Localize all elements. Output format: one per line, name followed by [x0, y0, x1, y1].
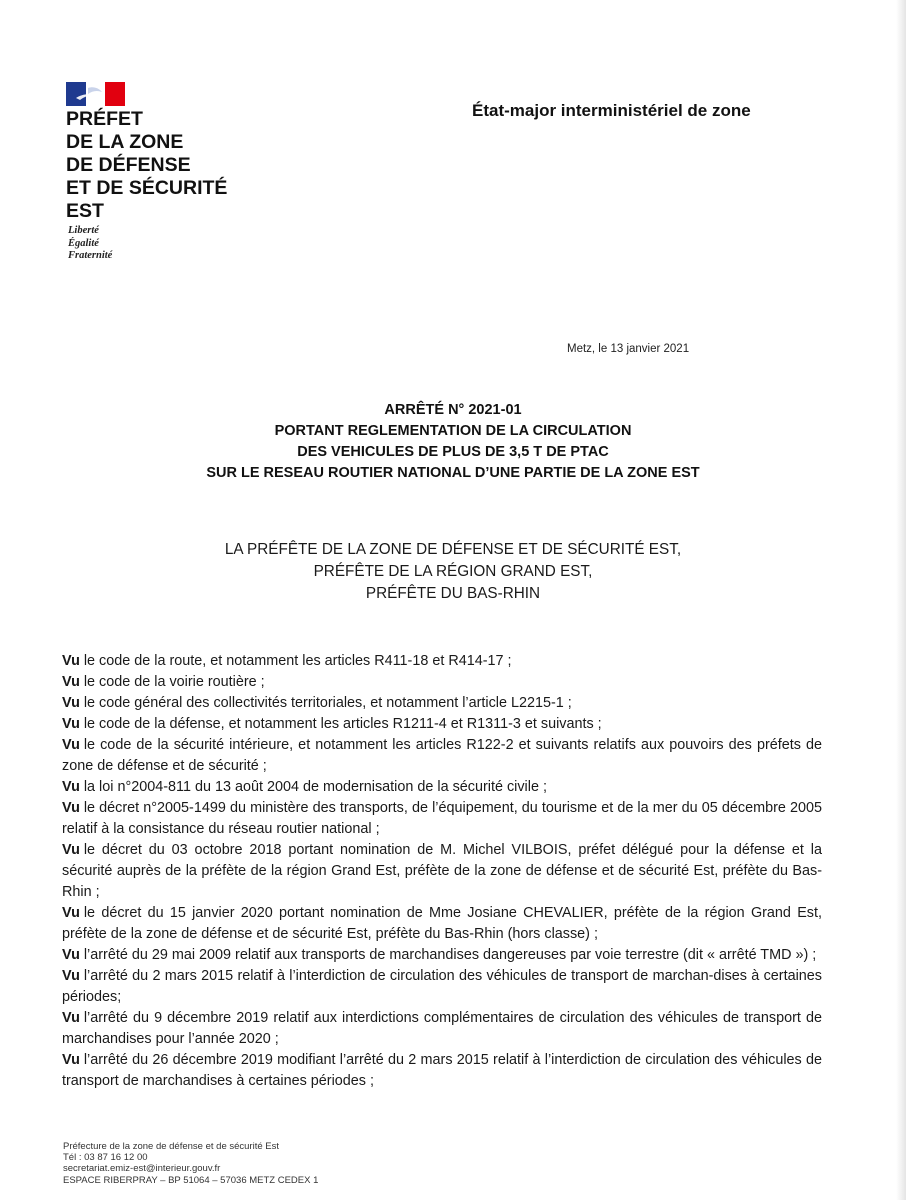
- considerant-text: le code général des collectivités territoriales, et notamment l’article L2215-1 ;: [83, 695, 572, 711]
- considerant-item: [62, 777, 822, 798]
- considerant-text: le décret du 03 octobre 2018 portant nomination de M. Michel VILBOIS, préfet délégué pour la défense et la sécurité auprès de la préfète de la région Grand Est, préfète de la zone de défense et de sécurité Est, préfète du Bas-Rhin ;: [62, 842, 822, 900]
- vu-label: Vu: [62, 947, 80, 963]
- prefete-heading-line: PRÉFÊTE DE LA RÉGION GRAND EST,: [313, 563, 593, 580]
- prefet-title-line: DE LA ZONE: [66, 131, 184, 153]
- considerant-item: [62, 1008, 822, 1050]
- considerant-text: le code de la route, et notamment les articles R411-18 et R414-17 ;: [83, 653, 512, 669]
- motto-line: Fraternité: [68, 250, 113, 261]
- considerant-text: le code de la sécurité intérieure, et notamment les articles R122-2 et suivants relatifs aux pouvoirs des préfets de zone de défense et de sécurité ;: [62, 737, 822, 774]
- motto-line: Liberté: [68, 225, 99, 236]
- prefet-title-line: EST: [66, 200, 104, 222]
- vu-label: Vu: [62, 905, 80, 921]
- considerant-text: le code de la défense, et notamment les articles R1211-4 et R1311-3 et suivants ;: [83, 716, 602, 732]
- arrete-title-line: ARRÊTÉ N° 2021-01: [384, 402, 522, 418]
- vu-label: Vu: [62, 1010, 80, 1026]
- footer-line: ESPACE RIBERPRAY – BP 51064 – 57036 METZ CEDEX 1: [63, 1174, 319, 1186]
- service-name: État-major interministériel de zone: [472, 101, 751, 120]
- arrete-title: [0, 400, 906, 484]
- vu-label: Vu: [62, 1052, 80, 1068]
- vu-label: Vu: [62, 968, 80, 984]
- considerant-item: [62, 651, 822, 672]
- considerant-text: le décret n°2005-1499 du ministère des transports, de l’équipement, du tourisme et de la mer du 05 décembre 2005 relatif à la consistance du réseau routier national ;: [62, 800, 822, 837]
- vu-label: Vu: [62, 653, 80, 669]
- motto-line: Égalité: [68, 237, 99, 249]
- considerant-item: [62, 903, 822, 945]
- considerant-item: [62, 945, 822, 966]
- considerant-text: le décret du 15 janvier 2020 portant nomination de Mme Josiane CHEVALIER, préfète de la région Grand Est, préfète de la zone de défense et de sécurité Est, préfète du Bas-Rhin (hors classe) ;: [62, 905, 822, 942]
- considerant-text: l’arrêté du 29 mai 2009 relatif aux transports de marchandises dangereuses par voie terrestre (dit « arrêté TMD ») ;: [83, 947, 817, 963]
- prefet-title-line: PRÉFET: [66, 108, 143, 130]
- prefet-title-line: DE DÉFENSE: [66, 154, 191, 176]
- date-line: Metz, le 13 janvier 2021: [567, 343, 690, 355]
- considerant-text: le code de la voirie routière ;: [83, 674, 265, 690]
- footer-address: [63, 1141, 318, 1186]
- considerant-text: l’arrêté du 2 mars 2015 relatif à l’interdiction de circulation des véhicules de transport de marchan-dises à certaines périodes;: [62, 968, 822, 1005]
- considerant-item: [62, 714, 822, 735]
- footer-line: Tél : 03 87 16 12 00: [63, 1152, 148, 1164]
- republic-motto: [68, 225, 112, 263]
- prefete-heading-line: PRÉFÊTE DU BAS-RHIN: [365, 585, 541, 602]
- footer-email[interactable]: secretariat.emiz-est@interieur.gouv.fr: [63, 1163, 221, 1175]
- considerant-item: [62, 1050, 822, 1092]
- marianne-logo-icon: [66, 82, 125, 106]
- considerant-item: [62, 735, 822, 777]
- footer-line: Préfecture de la zone de défense et de sécurité Est: [63, 1141, 279, 1152]
- arrete-title-line: SUR LE RESEAU ROUTIER NATIONAL D’UNE PARTIE DE LA ZONE EST: [206, 465, 700, 481]
- considerant-item: [62, 672, 822, 693]
- arrete-title-line: DES VEHICULES DE PLUS DE 3,5 T DE PTAC: [297, 444, 609, 460]
- prefete-heading-line: LA PRÉFÊTE DE LA ZONE DE DÉFENSE ET DE SÉCURITÉ EST,: [224, 541, 682, 558]
- considerant-text: l’arrêté du 26 décembre 2019 modifiant l’arrêté du 2 mars 2015 relatif à l’interdiction de circulation des véhicules de transport de marchandises à certaines périodes ;: [62, 1052, 822, 1089]
- considerant-item: [62, 840, 822, 903]
- considerant-text: l’arrêté du 9 décembre 2019 relatif aux interdictions complémentaires de circulation des véhicules de transport de marchandises pour l’année 2020 ;: [62, 1010, 822, 1047]
- vu-label: Vu: [62, 800, 80, 816]
- vu-label: Vu: [62, 779, 80, 795]
- considerant-text: la loi n°2004-811 du 13 août 2004 de modernisation de la sécurité civile ;: [83, 779, 547, 795]
- prefet-title: [66, 108, 227, 223]
- considerant-item: [62, 798, 822, 840]
- vu-label: Vu: [62, 695, 80, 711]
- considerant-item: [62, 693, 822, 714]
- arrete-title-line: PORTANT REGLEMENTATION DE LA CIRCULATION: [274, 423, 632, 439]
- prefet-title-line: ET DE SÉCURITÉ: [66, 177, 228, 199]
- prefete-heading: [0, 539, 906, 605]
- considerants-list: [62, 651, 822, 1092]
- vu-label: Vu: [62, 674, 80, 690]
- vu-label: Vu: [62, 737, 80, 753]
- considerant-item: [62, 966, 822, 1008]
- vu-label: Vu: [62, 842, 80, 858]
- vu-label: Vu: [62, 716, 80, 732]
